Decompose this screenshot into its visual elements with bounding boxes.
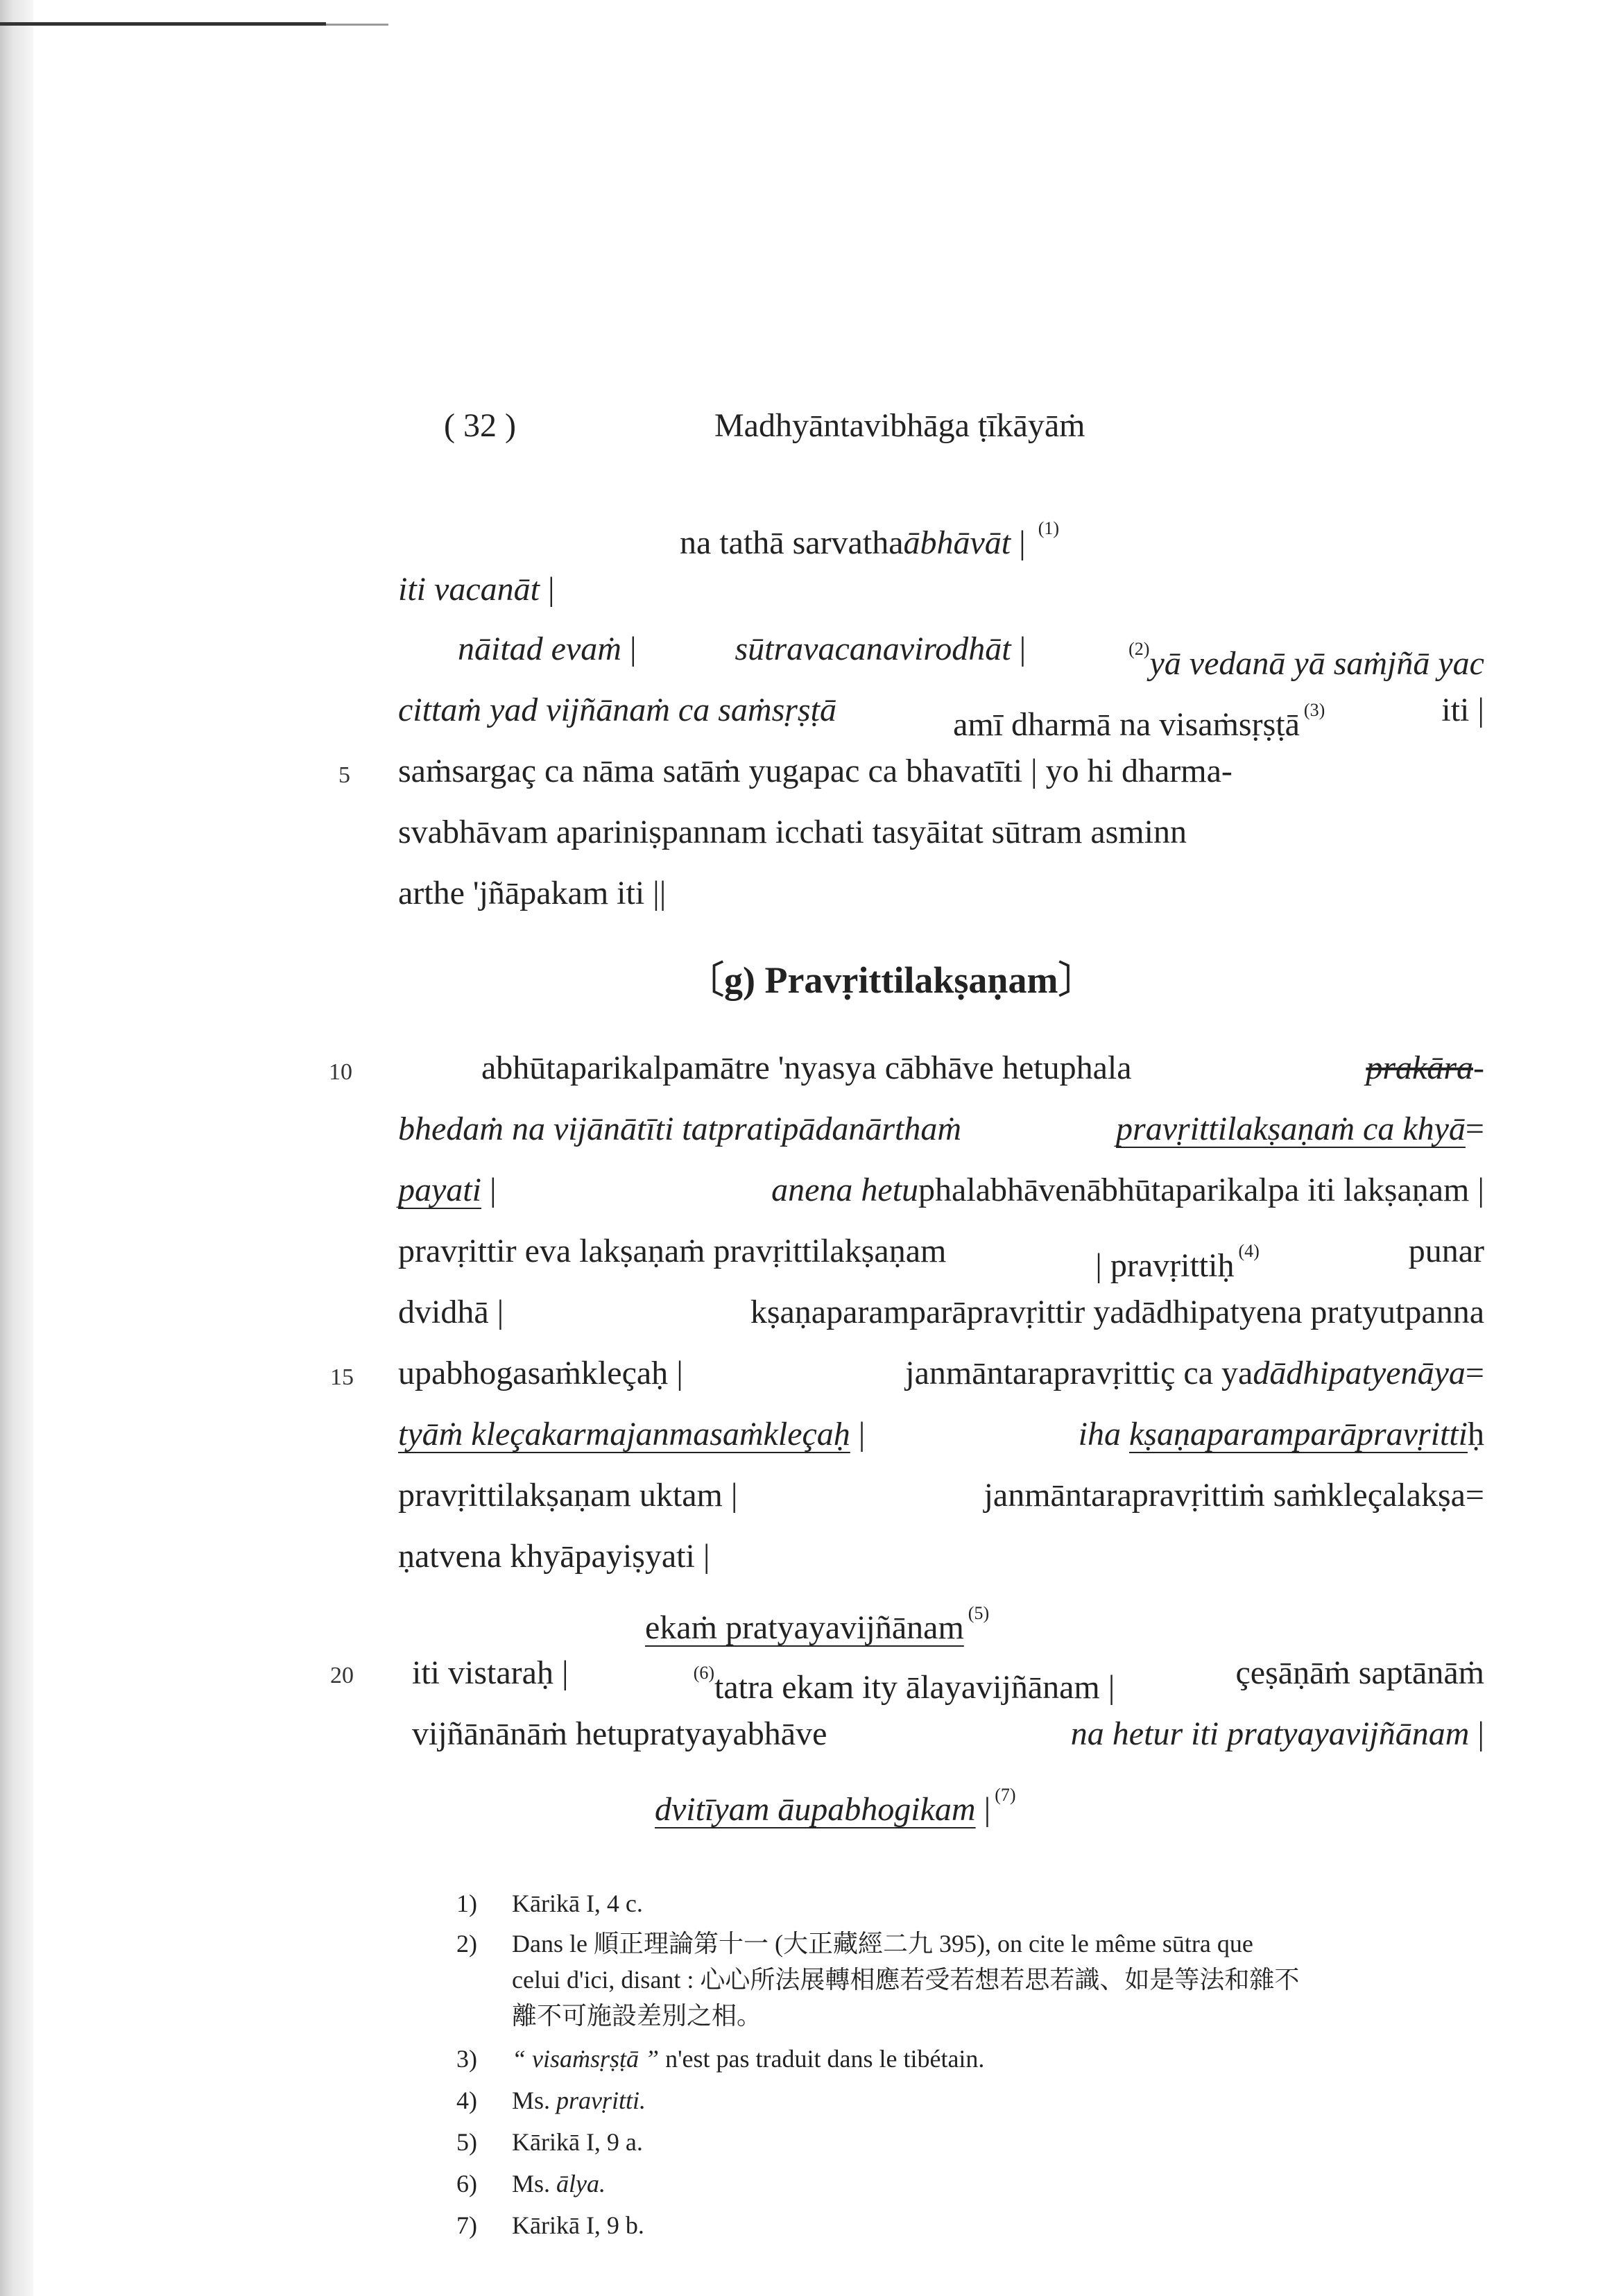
- danda: |: [1477, 1715, 1484, 1752]
- text-italic: sūtravacanavirodhāt: [735, 631, 1011, 667]
- top-rule: [0, 22, 326, 26]
- line-18: [398, 1536, 710, 1577]
- verse-line-19: [645, 1593, 989, 1649]
- footnote-ref-6: (6): [693, 1663, 715, 1683]
- danda: |: [984, 1791, 991, 1828]
- footnote-1: [456, 1887, 643, 1920]
- line-6: svabhāvam apariniṣpannam icchati tasyāitat sūtram asminn: [398, 814, 1187, 850]
- verse-line-1: [680, 508, 1059, 564]
- line-17: [398, 1475, 1484, 1516]
- danda: |: [1108, 1669, 1115, 1706]
- text: iti vistaraḥ: [412, 1654, 553, 1691]
- line-21: [412, 1713, 1484, 1755]
- footnote-ref-7: (7): [995, 1785, 1016, 1805]
- line-10: [481, 1047, 1484, 1089]
- line-5: saṁsargaç ca nāma satāṁ yugapac ca bhavatīti | yo hi dharma-: [398, 753, 1233, 789]
- footnote-text: Kārikā I, 9 a.: [512, 2128, 643, 2156]
- line-12: [398, 1170, 1484, 1211]
- footnote-ref-4: (4): [1238, 1241, 1260, 1261]
- text-italic-underlined: pravṛittilakṣaṇaṁ ca khyā: [1116, 1111, 1466, 1147]
- footnote-number: 5): [456, 2128, 477, 2156]
- text: iti: [1441, 692, 1470, 728]
- hyphen: -: [1473, 1050, 1484, 1086]
- line-16: [398, 1414, 1484, 1455]
- footnote-3: [456, 2042, 984, 2075]
- text-italic: dādhipatyenāya: [1253, 1355, 1466, 1391]
- footnote-ref-5: (5): [968, 1603, 990, 1623]
- text: na tathā sarvatha: [680, 524, 904, 561]
- footnote-text: Kārikā I, 4 c.: [512, 1890, 643, 1917]
- line-number-15: 15: [330, 1364, 354, 1390]
- section-heading: 〔g) Pravṛittilakṣaṇam〕: [687, 959, 1096, 1001]
- danda: |: [497, 1294, 504, 1330]
- text: tatra ekam ity ālayavijñānam: [714, 1669, 1100, 1706]
- danda: |: [1095, 1247, 1102, 1284]
- verse-line-22: [655, 1774, 1016, 1831]
- danda: |: [1019, 631, 1027, 667]
- text-italic: bhedaṁ na vijānātīti tatpratipādanārthaṁ: [398, 1111, 961, 1147]
- line-20: [412, 1652, 1484, 1708]
- text: vijñānānāṁ hetupratyayabhāve: [412, 1715, 827, 1752]
- danda: |: [561, 1654, 569, 1691]
- hyphen: =: [1465, 1355, 1484, 1391]
- footnote-text-italic: pravṛitti.: [556, 2087, 646, 2114]
- footnote-text-italic: ālya.: [556, 2170, 606, 2198]
- text: janmāntarapravṛittiç ca ya: [905, 1355, 1253, 1391]
- text: amī dharmā na visaṁsṛṣṭā: [953, 706, 1300, 743]
- text-italic: iha: [1078, 1416, 1121, 1453]
- footnote-number: 3): [456, 2045, 477, 2073]
- danda: |: [547, 571, 555, 608]
- danda: |: [676, 1355, 683, 1391]
- text-italic: iti vacanāt: [398, 571, 540, 608]
- text-italic: na hetur iti pratyayavijñānam: [1070, 1715, 1470, 1752]
- page-edge-shadow: [0, 0, 33, 2296]
- footnote-text: Kārikā I, 9 b.: [512, 2211, 644, 2239]
- text: pravṛittir eva lakṣaṇaṁ pravṛittilakṣaṇam: [398, 1233, 947, 1269]
- footnote-ref-2: (2): [1128, 639, 1150, 659]
- text-italic-struck: prakāra: [1366, 1050, 1474, 1086]
- text-italic-underlined: payati: [398, 1172, 481, 1208]
- footnote-ref-1: (1): [1038, 518, 1060, 538]
- footnote-text: n'est pas traduit dans le tibétain.: [665, 2045, 985, 2073]
- line-2: [398, 569, 555, 610]
- footnote-6: [456, 2167, 606, 2200]
- danda: |: [858, 1416, 866, 1453]
- line-7: arthe 'jñāpakam iti ||: [398, 875, 667, 911]
- text-italic: ābhāvāt: [903, 524, 1011, 561]
- text-italic-underlined: kṣaṇaparamparāpravṛitti: [1128, 1416, 1468, 1453]
- text: ṇatvena khyāpayiṣyati: [398, 1538, 695, 1575]
- text: ḥ: [1468, 1416, 1484, 1453]
- footnote-number: 7): [456, 2211, 477, 2239]
- footnote-ref-3: (3): [1303, 700, 1325, 720]
- page-number: ( 32 ): [444, 407, 516, 444]
- text: phalabhāvenābhūtaparikalpa iti lakṣaṇam: [918, 1172, 1470, 1208]
- danda: |: [1019, 524, 1026, 561]
- line-11: [398, 1108, 1484, 1150]
- line-number-5: 5: [338, 762, 350, 788]
- footnote-text: Ms.: [512, 2087, 551, 2114]
- danda: |: [1477, 1172, 1484, 1208]
- text: pravṛittilakṣaṇam uktam: [398, 1477, 723, 1514]
- text: abhūtaparikalpamātre 'nyasya cābhāve hetuphala: [481, 1050, 1132, 1086]
- footnote-number: 4): [456, 2087, 477, 2114]
- text: pravṛittiḥ: [1110, 1247, 1235, 1284]
- line-13: [398, 1231, 1484, 1287]
- footnote-5: [456, 2125, 643, 2159]
- text-italic: cittaṁ yad vijñānaṁ ca saṁsṛṣṭā: [398, 692, 836, 728]
- text: punar: [1408, 1233, 1484, 1269]
- line-number-20: 20: [330, 1663, 354, 1688]
- text: kṣaṇaparamparāpravṛittir yadādhipatyena pratyutpanna: [750, 1294, 1484, 1330]
- footnote-number: 6): [456, 2170, 477, 2198]
- footnote-4: [456, 2084, 646, 2117]
- running-title: Madhyāntavibhāga ṭīkāyāṁ: [714, 407, 1085, 444]
- footnote-2: [456, 1927, 1253, 1960]
- danda: |: [703, 1538, 710, 1575]
- danda: |: [730, 1477, 738, 1514]
- text: dvidhā: [398, 1294, 489, 1330]
- text: upabhogasaṁkleçaḥ: [398, 1355, 669, 1391]
- line-3: [458, 628, 1484, 685]
- text: çeṣāṇāṁ saptānāṁ: [1235, 1654, 1484, 1691]
- text-italic: nāitad evaṁ: [458, 631, 621, 667]
- footnote-7: [456, 2209, 644, 2242]
- footnote-text: Ms.: [512, 2170, 551, 2198]
- footnote-number: 2): [456, 1930, 477, 1957]
- line-15: [398, 1353, 1484, 1394]
- text-underlined: ekaṁ pratyayavijñānam: [645, 1609, 964, 1646]
- line-14: [398, 1292, 1484, 1333]
- text-italic-underlined: dvitīyam āupabhogikam: [655, 1791, 976, 1828]
- text-italic-underlined: tyāṁ kleçakarmajanmasaṁkleçaḥ: [398, 1416, 850, 1453]
- hyphen: =: [1465, 1111, 1484, 1147]
- text-italic: anena hetu: [771, 1172, 919, 1208]
- footnote-2-cont-2: 離不可施設差別之相。: [512, 2002, 762, 2030]
- footnote-2-cont-1: celui d'ici, disant : 心心所法展轉相應若受若想若思若識、如是等法和雜不: [512, 1966, 1300, 1994]
- footnote-text: Dans le 順正理論第十一 (大正藏經二九 395), on cite le même sūtra que: [512, 1930, 1253, 1957]
- line-4: [398, 689, 1484, 746]
- danda: |: [1477, 692, 1484, 728]
- top-rule-faint: [326, 24, 388, 26]
- footnote-number: 1): [456, 1890, 477, 1917]
- line-number-10: 10: [329, 1059, 352, 1085]
- danda: |: [489, 1172, 497, 1208]
- text: janmāntarapravṛittiṁ saṁkleçalakṣa: [984, 1477, 1466, 1514]
- footnote-text-italic: “ visaṁsṛṣṭā ”: [512, 2045, 660, 2073]
- hyphen: =: [1465, 1477, 1484, 1514]
- danda: |: [629, 631, 637, 667]
- text-italic: yā vedanā yā saṁjñā yac: [1149, 645, 1484, 682]
